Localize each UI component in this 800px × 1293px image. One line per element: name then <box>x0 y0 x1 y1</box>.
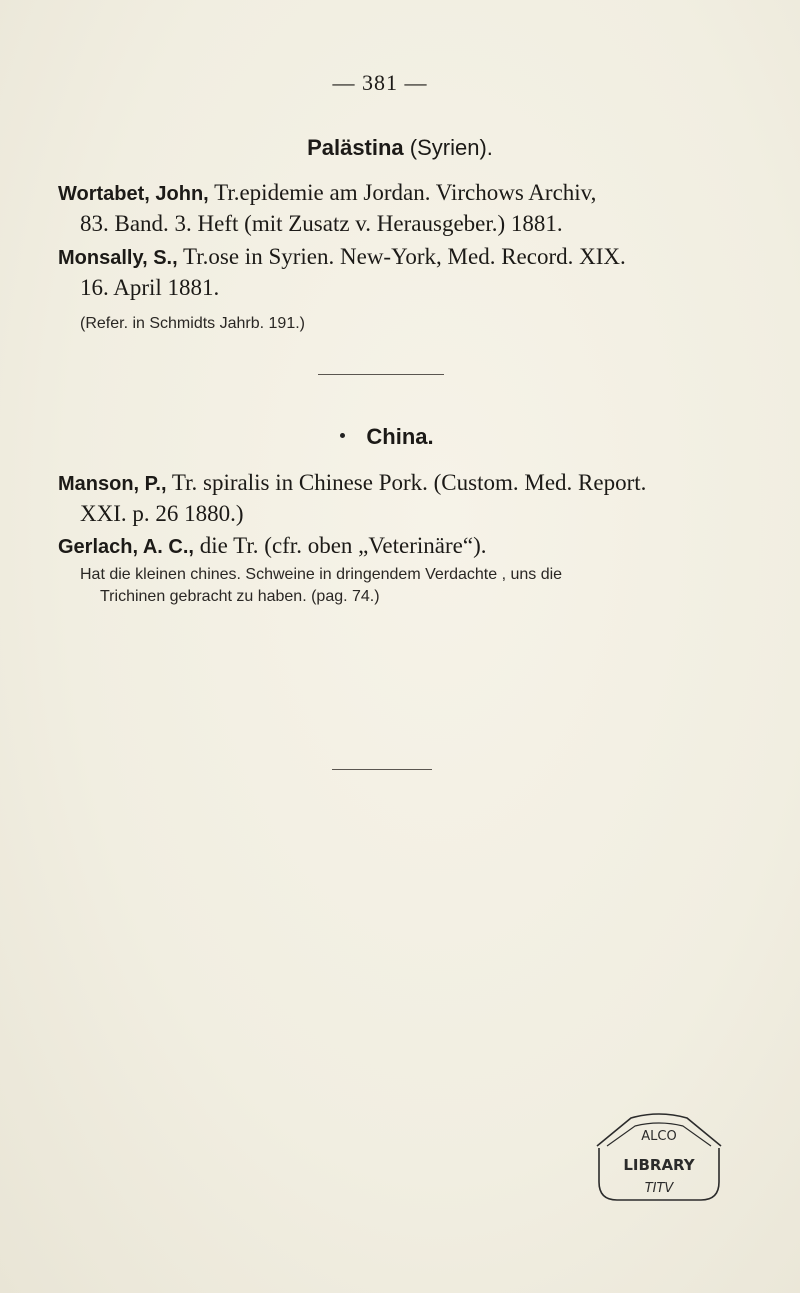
section-divider <box>332 769 432 770</box>
entry-text: Tr.epidemie am Jordan. Virchows Archiv, <box>214 180 597 205</box>
annotation-line-continuation: Trichinen gebracht zu haben. (pag. 74.) <box>100 588 380 605</box>
bibliography-entry <box>58 468 758 528</box>
entry-text-continuation: XXI. p. 26 1880.) <box>80 501 244 526</box>
section-title-text: Palästina <box>307 135 404 160</box>
page-number: — 381 — <box>332 70 428 95</box>
entry-author: Monsally, S., <box>58 247 178 269</box>
entry-text: die Tr. (cfr. oben „Veterinäre“). <box>199 533 487 558</box>
bibliography-entry <box>58 178 758 238</box>
stamp-middle-text: LIBRARY <box>623 1156 695 1174</box>
section-divider <box>318 374 444 375</box>
reference-note: (Refer. in Schmidts Jahrb. 191.) <box>80 315 305 332</box>
entry-text-continuation: 16. April 1881. <box>80 275 220 300</box>
entry-text: Tr.ose in Syrien. New-York, Med. Record. XIX. <box>183 244 626 269</box>
entry-text: Tr. spiralis in Chinese Pork. (Custom. Med. Report. <box>171 470 647 495</box>
bibliography-entry <box>58 242 758 302</box>
entry-author: Manson, P., <box>58 473 167 495</box>
library-stamp <box>593 1112 725 1204</box>
stamp-bottom-text: TITV <box>644 1181 674 1196</box>
entry-annotation <box>80 564 770 608</box>
entry-text-continuation: 83. Band. 3. Heft (mit Zusatz v. Herausgeber.) 1881. <box>80 211 563 236</box>
section-title-palestine <box>0 135 800 161</box>
stamp-top-text: ALCO <box>641 1129 677 1144</box>
entry-author: Wortabet, John, <box>58 183 209 205</box>
section-title-china: China. <box>366 424 434 449</box>
section-title-subtitle: (Syrien). <box>409 135 493 160</box>
entry-author: Gerlach, A. C., <box>58 536 194 558</box>
annotation-line: Hat die kleinen chines. Schweine in dringendem Verdachte , uns die <box>80 566 563 583</box>
bibliography-entry <box>58 531 758 562</box>
